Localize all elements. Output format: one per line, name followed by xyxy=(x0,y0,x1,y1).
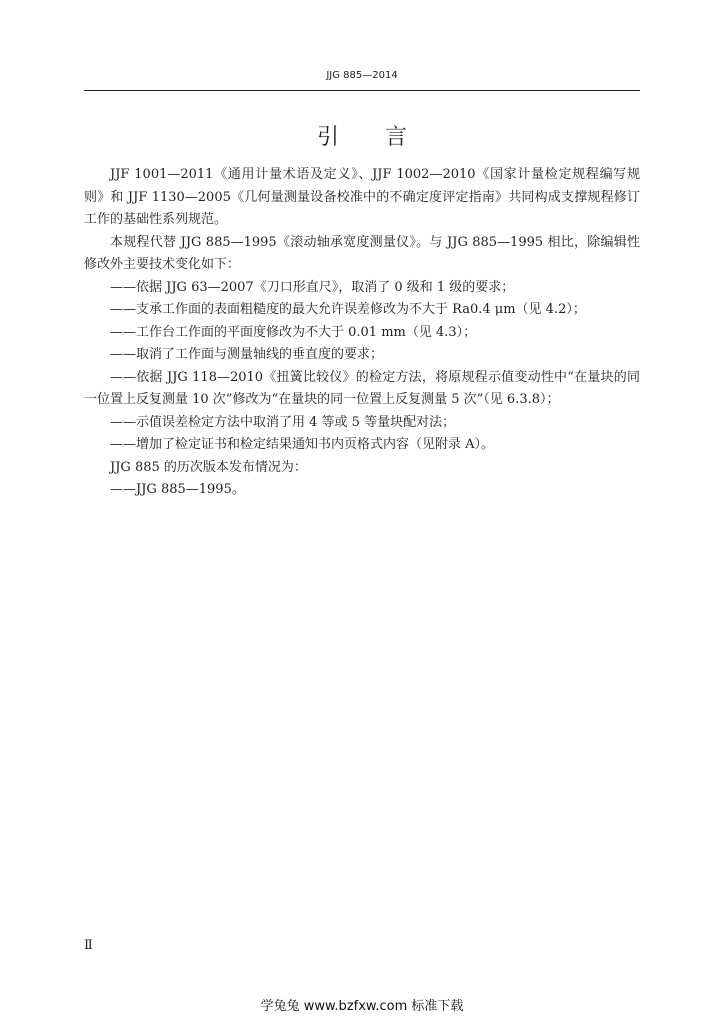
change-item: ——工作台工作面的平面度修改为不大于 0.01 mm（见 4.3）； xyxy=(110,324,477,340)
page-number: Ⅱ xyxy=(84,938,93,953)
change-item: ——示值误差检定方法中取消了用 4 等或 5 等量块配对法； xyxy=(110,414,456,430)
change-item: ——增加了检定证书和检定结果通知书内页格式内容（见附录 A）。 xyxy=(110,437,495,452)
body-text xyxy=(84,164,640,502)
change-item: ——支承工作面的表面粗糙度的最大允许误差修改为不大于 Ra0.4 μm（见 4.2）； xyxy=(110,302,586,317)
change-item: ——取消了工作面与测量轴线的垂直度的要求； xyxy=(110,347,384,362)
change-item: ——依据 JJG 118—2010《扭簧比较仪》的检定方法，将原规程示值变动性中“在量块的同一位置上反复测量 10 次”修改为“在量块的同一位置上反复测量 5 次”（见 6.3.8）； xyxy=(84,369,640,407)
running-header: JJG 885—2014 xyxy=(326,70,398,81)
change-item: ——依据 JJG 63—2007《刀口形直尺》，取消了 0 级和 1 级的要求； xyxy=(110,279,515,295)
header-rule xyxy=(84,90,640,91)
section-title: 引言 xyxy=(316,125,453,150)
paragraph-history: JJG 885 的历次版本发布情况为： xyxy=(110,459,307,475)
history-item: ——JJG 885—1995。 xyxy=(110,482,245,497)
paragraph-replacement: 本规程代替 JJG 885—1995《滚动轴承宽度测量仪》。与 JJG 885—1995 相比，除编辑性修改外主要技术变化如下： xyxy=(84,234,640,272)
footer-watermark: 学兔兔 www.bzfxw.com 标准下载 xyxy=(260,999,464,1014)
paragraph-intro: JJF 1001—2011《通用计量术语及定义》、JJF 1002—2010《国家计量检定规程编写规则》和 JJF 1130—2005《几何量测量设备校准中的不确定度评定指南》共同构成支撑规程修订工作的基础性系列规范。 xyxy=(84,167,640,227)
